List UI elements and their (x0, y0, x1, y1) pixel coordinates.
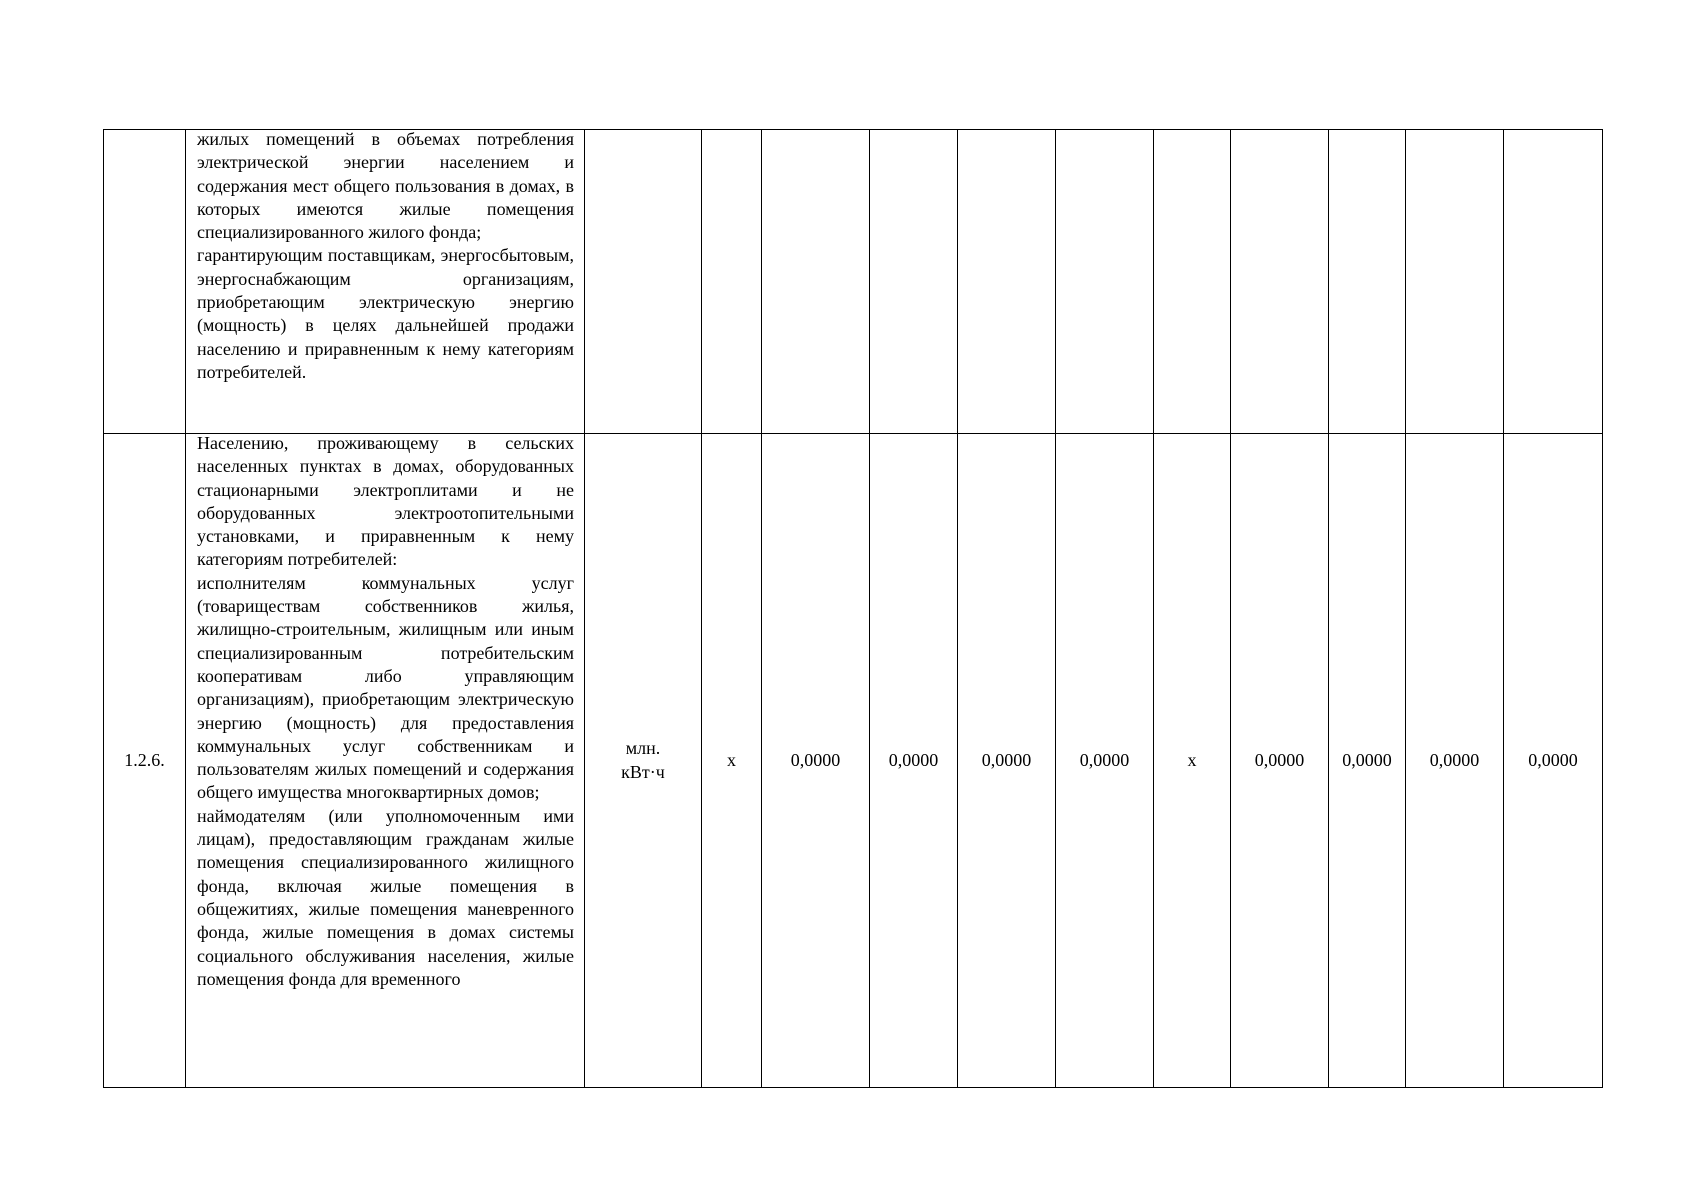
table-row (104, 130, 1603, 434)
table-row (104, 434, 1603, 1088)
value-cell: x (1154, 434, 1231, 1088)
row-description-text: жилых помещений в объемах потребления электрической энергии населением и содержания мест общего пользования в домах, в которых имеются жилые помещения специализированного жилого фонда; гарантирующим поставщикам, энергосбытовым, энергоснабжающим организациям, приобретающим электрическую энергию (мощность) в целях дальнейшей продажи населению и приравненным к нему категориям потребителей. (197, 129, 574, 382)
row-description-cell (186, 434, 585, 1088)
value-cell: 0,0000 (1406, 434, 1504, 1088)
value-cell: 0,0000 (1056, 434, 1154, 1088)
value-cell (1154, 130, 1231, 434)
value-cell: x (702, 434, 762, 1088)
unit-cell (585, 130, 702, 434)
value-cell: 0,0000 (958, 434, 1056, 1088)
value-cell (702, 130, 762, 434)
value-cell: 0,0000 (1504, 434, 1603, 1088)
row-number-cell (104, 130, 186, 434)
unit-cell: млн. кВт·ч (585, 434, 702, 1088)
row-description-text: Населению, проживающему в сельских населенных пунктах в домах, оборудованных стационарными электроплитами и не оборудованных электроотопительными установками, и приравненным к нему категориям потребителей: исполнителям коммунальных услуг (товариществам собственников жилья, жилищно-строительным, жилищным или иным специализированным потребительским кооперативам либо управляющим организациям), приобретающим электрическую энергию (мощность) для предоставления коммунальных услуг собственникам и пользователям жилых помещений и содержания общего имущества многоквартирных домов; наймодателям (или уполномоченным ими лицам), предоставляющим гражданам жилые помещения специализированного жилищного фонда, включая жилые помещения в общежитиях, жилые помещения маневренного фонда, жилые помещения в домах системы социального обслуживания населения, жилые помещения фонда для временного (197, 433, 574, 989)
value-cell (870, 130, 958, 434)
value-cell: 0,0000 (762, 434, 870, 1088)
value-cell (1406, 130, 1504, 434)
value-cell: 0,0000 (870, 434, 958, 1088)
value-cell (958, 130, 1056, 434)
value-cell (762, 130, 870, 434)
value-cell: 0,0000 (1329, 434, 1406, 1088)
value-cell (1504, 130, 1603, 434)
value-cell: 0,0000 (1231, 434, 1329, 1088)
value-cell (1231, 130, 1329, 434)
value-cell (1329, 130, 1406, 434)
value-cell (1056, 130, 1154, 434)
tariff-table (103, 129, 1603, 1088)
row-number-cell: 1.2.6. (104, 434, 186, 1088)
row-description-cell (186, 130, 585, 434)
